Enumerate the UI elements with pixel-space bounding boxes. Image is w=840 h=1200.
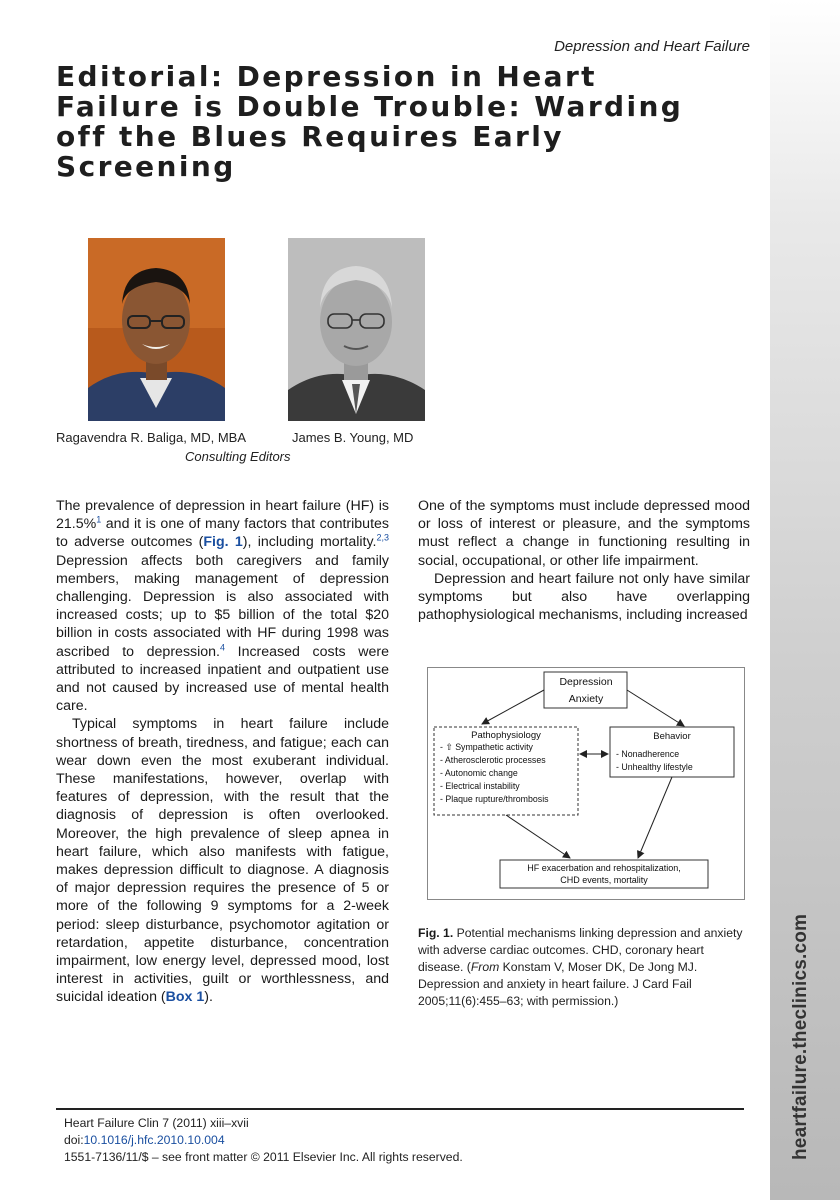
editor-photo-baliga xyxy=(88,238,225,421)
citation-ref[interactable]: 1 xyxy=(96,514,102,525)
citation-ref[interactable]: 2,3 xyxy=(376,532,389,543)
editor-name-young: James B. Young, MD xyxy=(292,430,414,445)
patho-item: - ⇧ Sympathetic activity xyxy=(440,742,533,752)
paragraph-4: Depression and heart failure not only have similar symptoms but also have overlapping pathophysiological mechanisms, including increased xyxy=(418,570,750,624)
arrow-to-outcome-left xyxy=(506,815,570,858)
arrow-to-pathophysiology xyxy=(482,690,544,724)
doi-line: doi:10.1016/j.hfc.2010.10.004 xyxy=(64,1133,225,1147)
patho-item: - Electrical instability xyxy=(440,781,520,791)
body-left-column xyxy=(56,497,389,1007)
copyright-line: 1551-7136/11/$ – see front matter © 2011 Elsevier Inc. All rights reserved. xyxy=(64,1150,463,1164)
arrow-to-behavior xyxy=(627,690,684,726)
citation-ref[interactable]: 4 xyxy=(220,641,226,652)
patho-item: - Autonomic change xyxy=(440,768,518,778)
running-head: Depression and Heart Failure xyxy=(554,38,750,55)
editor-photo-young xyxy=(288,238,425,421)
figure-1 xyxy=(427,667,745,900)
outcome-line-2: CHD events, mortality xyxy=(560,875,648,885)
behavior-item: - Nonadherence xyxy=(616,749,680,759)
editor-name-baliga: Ragavendra R. Baliga, MD, MBA xyxy=(56,430,247,445)
footer-rule xyxy=(56,1108,744,1110)
behavior-title: Behavior xyxy=(653,731,691,742)
figure-1-link[interactable]: Fig. 1 xyxy=(203,534,243,551)
doi-link[interactable]: 10.1016/j.hfc.2010.10.004 xyxy=(83,1133,225,1147)
paragraph-3: One of the symptoms must include depressed mood or loss of interest or pleasure, and the symptoms must reflect a change in functioning resulting in social, occupational, or other life impairment. xyxy=(418,498,750,569)
anxiety-label: Anxiety xyxy=(568,693,604,705)
outcome-line-1: HF exacerbation and rehospitalization, xyxy=(527,863,681,873)
patho-item: - Atherosclerotic processes xyxy=(440,755,546,765)
pathophysiology-title: Pathophysiology xyxy=(471,730,541,741)
consulting-editors-label: Consulting Editors xyxy=(185,449,291,464)
patho-item: - Plaque rupture/thrombosis xyxy=(440,794,549,804)
paragraph-1: The prevalence of depression in heart failure (HF) is 21.5%$^1$ and it is one of many factors that contributes to adverse outcomes (Fig. 1), including mortality.$^{2,3}$ Depression affects both caregivers and family members, making management of depression challenging. Depression is also associated with increased costs; up to $5 billion of the total $20 billion in costs associated with HF during 1998 was ascribed to depression.$^4$ Increased costs were attributed to increased inpatient and outpatient use and not caused by increased use of mental health care. xyxy=(56,498,389,715)
journal-citation: Heart Failure Clin 7 (2011) xiii–xvii xyxy=(64,1116,249,1130)
body-right-column xyxy=(418,497,750,624)
arrow-to-outcome-right xyxy=(638,777,672,858)
figure-label: Fig. 1. xyxy=(418,926,454,940)
depression-label: Depression xyxy=(559,676,613,688)
figure-1-caption: Fig. 1. Potential mechanisms linking depression and anxiety with adverse cardiac outcomes. CHD, coronary heart disease. (From Konstam V, Moser DK, De Jong MJ. Depression and anxiety in heart failure. J Card Fail 2005;11(6):455–63; with permission.) xyxy=(418,926,743,1008)
paragraph-2: Typical symptoms in heart failure include shortness of breath, tiredness, and fatigue; each can wear down even the most exuberant individual. These manifestations, however, overlap with features of depression, with the result that the diagnosis of depression is often overlooked. Moreover, the high prevalence of sleep apnea in heart failure, which also manifests with fatigue, makes depression difficult to diagnose. A diagnosis of major depression requires the presence of 5 or more of the following 9 symptoms for a 2-week period: sleep disturbance, psychomotor agitation or retardation, appetite disturbance, concentration impairment, low energy level, depressed mood, lost interest in activities, guilt or worthlessness, and suicidal ideation (Box 1). xyxy=(56,716,389,1006)
behavior-item: - Unhealthy lifestyle xyxy=(616,762,693,772)
article-title: Editorial: Depression in Heart Failure is Double Trouble: Warding off the Blues Requires Early Screening xyxy=(56,60,684,183)
box-1-link[interactable]: Box 1 xyxy=(165,989,205,1006)
journal-website[interactable]: heartfailure.theclinics.com xyxy=(790,913,811,1160)
